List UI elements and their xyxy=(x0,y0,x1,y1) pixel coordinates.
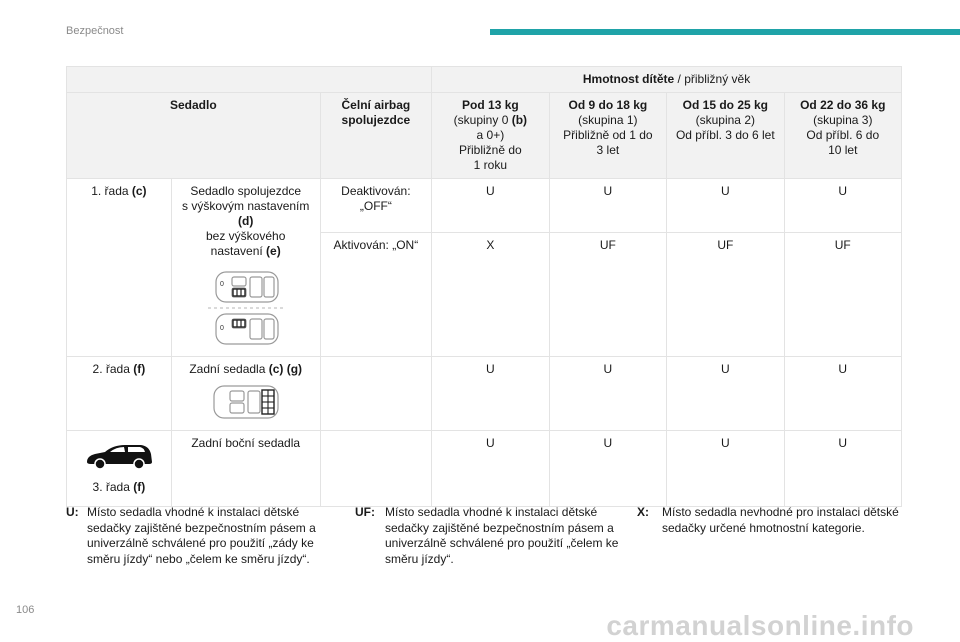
cell-value: X xyxy=(432,233,550,357)
cell-value: U xyxy=(667,179,784,233)
row1-label: 1. řada (c) xyxy=(67,179,172,357)
table-row xyxy=(67,431,902,507)
cell-value: U xyxy=(549,431,667,507)
group-2-header: Od 15 do 25 kg (skupina 2) Od příbl. 3 do 6 let xyxy=(667,93,784,179)
svg-text:0: 0 xyxy=(219,325,224,332)
mass-title-cell xyxy=(432,67,902,93)
row2-airbag-empty xyxy=(320,357,431,431)
cell-value: UF xyxy=(549,233,667,357)
child-seat-table xyxy=(66,66,902,507)
group-3-header: Od 22 do 36 kg (skupina 3) Od příbl. 6 do 10 let xyxy=(784,93,901,179)
row2-label: 2. řada (f) xyxy=(67,357,172,431)
row1-seat: Sedadlo spolujezdce s výškovým nastavením (d) bez výškového nastavení (e) 0 0 xyxy=(171,179,320,357)
row1-airbag-on: Aktivován: „ON“ xyxy=(320,233,431,357)
table-row xyxy=(67,357,902,431)
legend-uf: UF: Místo sedadla vhodné k instalaci dětské sedačky zajištěné bezpečnostním pásem a univerzálně schválené pro použití „čelem ke směru jízdy“. xyxy=(355,505,619,566)
cell-value: UF xyxy=(667,233,784,357)
car-topview-front-seat-icon xyxy=(176,269,316,351)
legend-x: X: Místo sedadla nevhodné pro instalaci dětské sedačky určené hmotnostní kategorie. xyxy=(637,505,899,535)
row2-seat: Zadní sedadla (c) (g) xyxy=(171,357,320,431)
cell-value: U xyxy=(549,357,667,431)
car-side-silhouette-icon xyxy=(71,442,167,476)
watermark: carmanualsonline.info xyxy=(606,610,914,641)
cell-value: U xyxy=(667,357,784,431)
table-row xyxy=(67,179,902,233)
cell-value: U xyxy=(432,357,550,431)
cell-value: U xyxy=(432,431,550,507)
mass-title: Hmotnost dítěte xyxy=(582,72,675,86)
cell-value: U xyxy=(784,179,901,233)
mass-header-row xyxy=(67,67,902,93)
cell-value: U xyxy=(784,357,901,431)
cell-value: U xyxy=(432,179,550,233)
column-header-row xyxy=(67,93,902,179)
svg-text:0: 0 xyxy=(219,281,224,288)
mass-subtitle: / přibližný věk xyxy=(674,72,751,86)
cell-value: UF xyxy=(784,233,901,357)
row1-airbag-off: Deaktivován: „OFF“ xyxy=(320,179,431,233)
empty-header-cell xyxy=(67,67,432,93)
seat-header: Sedadlo xyxy=(67,93,321,179)
page-number: 106 xyxy=(16,604,35,616)
row3-seat: Zadní boční sedadla xyxy=(171,431,320,507)
cell-value: U xyxy=(784,431,901,507)
car-topview-rear-seat-icon xyxy=(176,383,316,425)
row3-airbag-empty xyxy=(320,431,431,507)
airbag-header: Čelní airbag spolujezdce xyxy=(320,93,431,179)
header-accent-bar xyxy=(490,29,960,35)
legend-u: U: Místo sedadla vhodné k instalaci dětské sedačky zajištěné bezpečnostním pásem a univerzálně schválené pro použití „zády ke směru jízdy“ nebo „čelem ke směru jízdy“. xyxy=(66,505,316,566)
section-title: Bezpečnost xyxy=(66,25,124,37)
group-1-header: Od 9 do 18 kg (skupina 1) Přibližně od 1 do 3 let xyxy=(549,93,667,179)
group-0-header: Pod 13 kg (skupiny 0 (b) a 0+) Přibližně do 1 roku xyxy=(432,93,550,179)
cell-value: U xyxy=(549,179,667,233)
cell-value: U xyxy=(667,431,784,507)
row3-label: 3. řada (f) xyxy=(67,431,172,507)
